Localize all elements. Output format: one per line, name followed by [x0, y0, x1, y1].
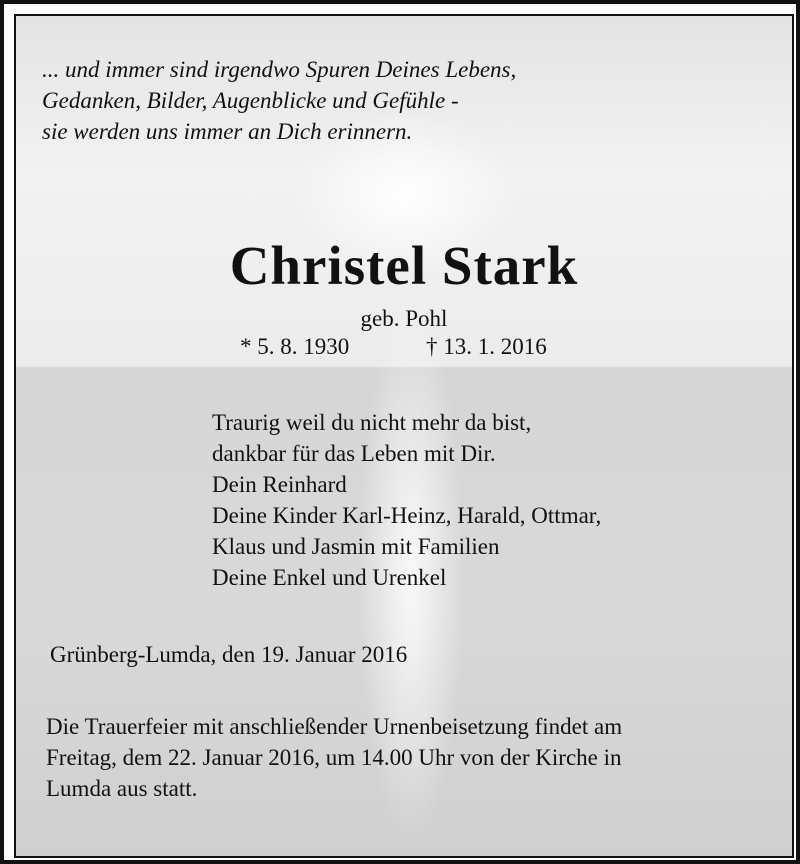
- place-and-date: Grünberg-Lumda, den 19. Januar 2016: [50, 642, 408, 667]
- mourners-block: [212, 407, 601, 593]
- birth-date: * 5. 8. 1930: [240, 334, 350, 359]
- memorial-verse: [42, 54, 516, 147]
- service-line: Die Trauerfeier mit anschließender Urnenbeisetzung findet am: [46, 714, 623, 739]
- service-line: Lumda aus statt.: [46, 776, 198, 801]
- mourners-line: dankbar für das Leben mit Dir.: [212, 441, 496, 466]
- mourners-line: Traurig weil du nicht mehr da bist,: [212, 410, 532, 435]
- mourners-line: Deine Kinder Karl-Heinz, Harald, Ottmar,: [212, 503, 602, 528]
- obituary-card: [14, 14, 794, 858]
- service-line: Freitag, dem 22. Januar 2016, um 14.00 Uhr von der Kirche in: [46, 745, 622, 770]
- verse-line: sie werden uns immer an Dich erinnern.: [42, 119, 413, 144]
- mourners-line: Klaus und Jasmin mit Familien: [212, 534, 500, 559]
- mourners-line: Deine Enkel und Urenkel: [212, 565, 447, 590]
- birth-name: geb. Pohl: [360, 306, 448, 331]
- mourners-line: Dein Reinhard: [212, 472, 347, 497]
- verse-line: Gedanken, Bilder, Augenblicke und Gefühle -: [42, 88, 459, 113]
- life-dates: [240, 334, 547, 360]
- death-date: † 13. 1. 2016: [426, 334, 547, 359]
- deceased-name: Christel Stark: [229, 235, 579, 296]
- funeral-service-notice: [46, 711, 776, 804]
- verse-line: ... und immer sind irgendwo Spuren Deines Lebens,: [42, 57, 517, 82]
